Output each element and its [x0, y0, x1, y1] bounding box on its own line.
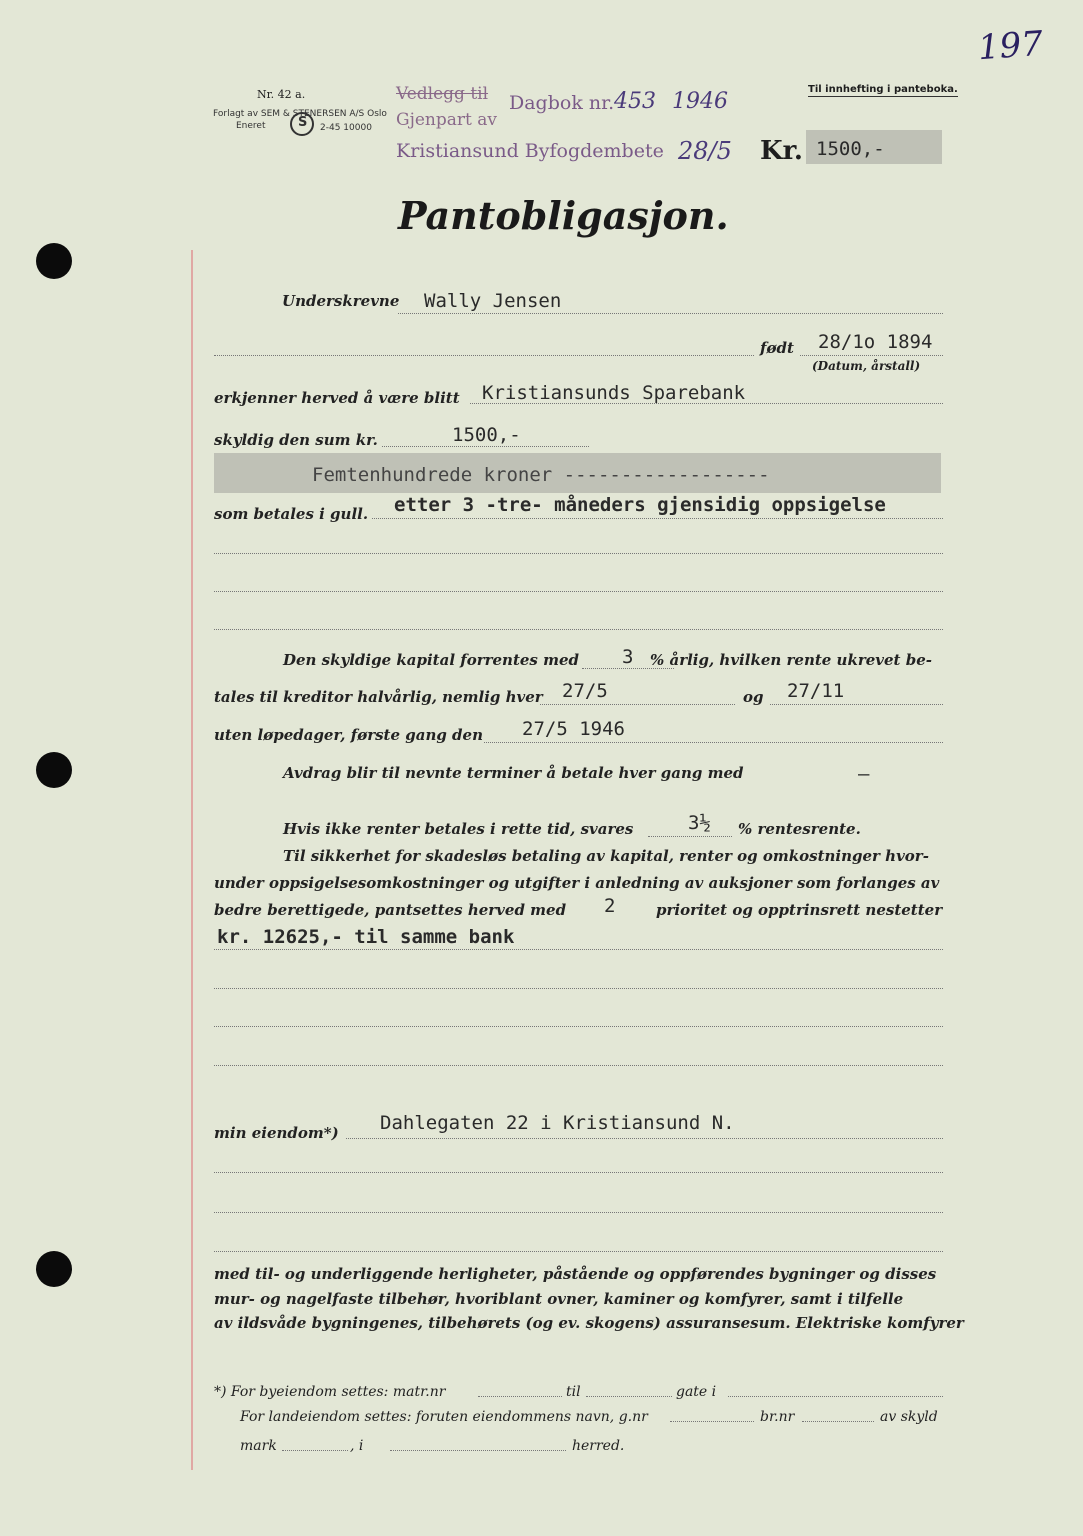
creditor-label: erkjenner herved å være blitt: [214, 389, 460, 407]
security-line2: under oppsigelsesomkostninger og utgifter i anledning av auksjoner som forlanges av: [214, 874, 940, 892]
footnote-line1-b: til: [566, 1384, 581, 1400]
footnote-rule-2a: [670, 1421, 754, 1422]
payment-value: etter 3 -tre- måneders gjensidig oppsigelse: [394, 494, 886, 516]
stamp-vedlegg: Vedlegg til: [396, 84, 489, 104]
security-line3-post: prioritet og opptrinsrett nestetter: [656, 901, 943, 919]
footnote-line2-a: For landeiendom settes: foruten eiendommens navn, g.nr: [240, 1409, 648, 1425]
undersigned-value: Wally Jensen: [424, 290, 562, 312]
undersigned-rule: [398, 313, 943, 314]
installment-value: –: [858, 763, 870, 785]
first-date-rule: [484, 742, 943, 743]
appurtenances-line3: av ildsvåde bygningenes, tilbehørets (og ev. skogens) assuransesum. Elektriske komfyrer: [214, 1314, 964, 1332]
interest-line2-mid: og: [743, 688, 764, 706]
penalty-post: % rentesrente.: [738, 820, 861, 838]
stamp-office: Kristiansund Byfogdembete: [396, 140, 664, 162]
footnote-line1-c: gate i: [676, 1384, 717, 1400]
footnote-rule-1b: [586, 1396, 672, 1397]
footnote-line2-c: av skyld: [880, 1409, 938, 1425]
blank-rule-6: [214, 1065, 943, 1066]
footnote-rule-3b: [390, 1450, 566, 1451]
punch-hole-top: [36, 243, 72, 279]
prior-debt-rule: [214, 949, 943, 950]
kr-label: Kr.: [760, 136, 803, 166]
prior-debt: kr. 12625,- til samme bank: [217, 926, 515, 948]
born-label: født: [760, 339, 794, 357]
blank-rule-3: [214, 629, 943, 630]
footnote-line3-a: mark: [240, 1438, 277, 1454]
sum-rule: [382, 446, 589, 447]
born-rule-left: [214, 355, 754, 356]
interest-line4: Avdrag blir til nevnte terminer å betale hver gang med: [283, 764, 744, 782]
form-number: Nr. 42 a.: [257, 88, 306, 101]
blank-rule-5: [214, 1026, 943, 1027]
penalty-rate: 3½: [688, 812, 711, 834]
footnote-rule-3a: [282, 1450, 348, 1451]
interest-line1-post: % årlig, hvilken rente ukrevet be-: [650, 651, 932, 669]
born-rule-right: [800, 355, 943, 356]
punch-hole-bottom: [36, 1251, 72, 1287]
kr-amount: 1500,-: [816, 138, 885, 160]
first-date: 27/5 1946: [522, 718, 625, 740]
interest-line1-pre: Den skyldige kapital forrentes med: [283, 651, 579, 669]
payment-rule: [372, 518, 943, 519]
publisher-logo: [290, 112, 314, 136]
dagbok-year: 1946: [672, 89, 728, 114]
logo-mark: S: [298, 115, 308, 130]
born-value: 28/1o 1894: [818, 331, 933, 353]
blank-rule-8: [214, 1212, 943, 1213]
property-label: min eiendom*): [214, 1124, 339, 1142]
creditor-value: Kristiansunds Sparebank: [482, 382, 746, 404]
penalty-pre: Hvis ikke renter betales i rette tid, svares: [283, 820, 634, 838]
property-value: Dahlegaten 22 i Kristiansund N.: [380, 1112, 735, 1134]
interest-date2-rule: [770, 704, 943, 705]
print-code: 2-45 10000: [320, 123, 372, 133]
margin-line: [191, 250, 193, 1470]
stamp-gjenpart: Gjenpart av: [396, 110, 497, 130]
interest-line2-pre: tales til kreditor halvårlig, nemlig hver: [214, 688, 543, 706]
appurtenances-line1: med til- og underliggende herligheter, påstående og oppførendes bygninger og disses: [214, 1265, 937, 1283]
sum-words: Femtenhundrede kroner ------------------: [312, 464, 770, 486]
sum-value: 1500,-: [452, 424, 521, 446]
blank-rule-2: [214, 591, 943, 592]
payment-label: som betales i gull.: [214, 505, 369, 523]
footnote-line3-c: herred.: [572, 1438, 625, 1454]
footnote-rule-1a: [478, 1396, 562, 1397]
dagbok-label: Dagbok nr.: [509, 92, 615, 114]
security-line1: Til sikkerhet for skadesløs betaling av kapital, renter og omkostninger hvor-: [283, 847, 929, 865]
page-number: 197: [976, 23, 1045, 69]
exclusive-label: Eneret: [236, 121, 266, 131]
security-line3-pre: bedre berettigede, pantsettes herved med: [214, 901, 567, 919]
interest-date1: 27/5: [562, 680, 608, 702]
interest-date1-rule: [540, 704, 735, 705]
priority-value: 2: [604, 895, 616, 917]
sum-label: skyldig den sum kr.: [214, 431, 378, 449]
blank-rule-7: [214, 1172, 943, 1173]
appurtenances-line2: mur- og nagelfaste tilbehør, hvoriblant ovner, kaminer og komfyrer, samt i tilfelle: [214, 1290, 904, 1308]
interest-line3-pre: uten løpedager, første gang den: [214, 726, 483, 744]
punch-hole-middle: [36, 752, 72, 788]
footnote-line1-a: *) For byeiendom settes: matr.nr: [214, 1384, 446, 1400]
undersigned-label: Underskrevne: [282, 292, 400, 310]
born-hint: (Datum, årstall): [812, 359, 921, 373]
penalty-rate-rule: [648, 836, 732, 837]
publisher-line: Forlagt av SEM & STENERSEN A/S Oslo: [213, 109, 387, 119]
dagbok-date: 28/5: [678, 137, 732, 165]
footnote-rule-1c: [728, 1396, 943, 1397]
interest-rate: 3: [622, 646, 634, 668]
footnote-line2-b: br.nr: [760, 1409, 795, 1425]
blank-rule-4: [214, 988, 943, 989]
top-right-note: Til innhefting i panteboka.: [808, 84, 958, 95]
dagbok-number: 453: [614, 89, 656, 114]
footnote-rule-2b: [802, 1421, 874, 1422]
blank-rule-9: [214, 1251, 943, 1252]
interest-date2: 27/11: [787, 680, 845, 702]
footnote-line3-b: , i: [350, 1438, 364, 1454]
blank-rule-1: [214, 553, 943, 554]
document-title: Pantobligasjon.: [398, 193, 729, 238]
property-rule: [346, 1138, 943, 1139]
